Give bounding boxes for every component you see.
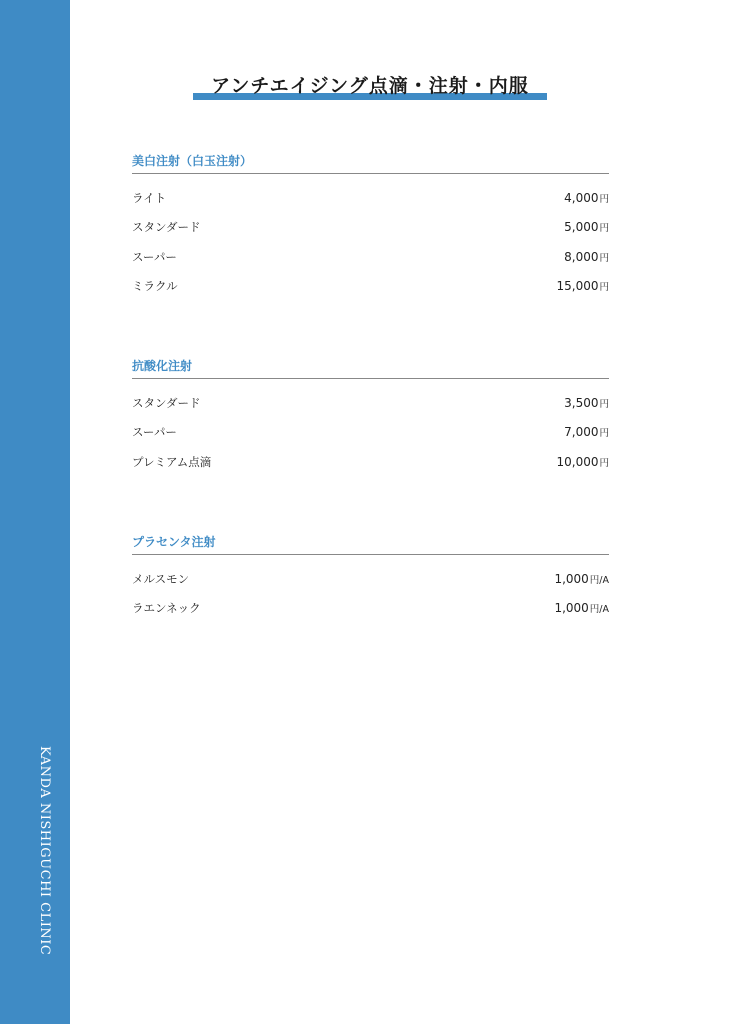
item-price: 4,000円: [564, 190, 609, 205]
price-row: [132, 272, 609, 302]
item-name: スタンダード: [132, 220, 201, 235]
item-price: 3,500円: [564, 395, 609, 410]
section-antioxidant-injection: [132, 357, 609, 477]
item-name: スタンダード: [132, 395, 201, 410]
item-price: 10,000円: [556, 454, 609, 469]
price-row: [132, 594, 609, 624]
item-name: スーパー: [132, 249, 177, 264]
item-price: 1,000円/A: [554, 571, 609, 586]
price-row: [132, 213, 609, 243]
page-title-block: [193, 72, 547, 100]
item-name: ラエンネック: [132, 601, 201, 616]
item-price: 7,000円: [564, 425, 609, 440]
item-price: 5,000円: [564, 220, 609, 235]
price-row: [132, 242, 609, 272]
section-whitening-injection: [132, 152, 609, 301]
clinic-name-vertical: KANDA NISHIGUCHI CLINIC: [37, 746, 52, 956]
item-price: 1,000円/A: [554, 601, 609, 616]
section-heading: プラセンタ注射: [132, 533, 609, 555]
price-row: [132, 388, 609, 418]
item-name: メルスモン: [132, 571, 190, 586]
item-name: ライト: [132, 190, 167, 205]
side-color-band: [0, 0, 70, 1024]
item-name: プレミアム点滴: [132, 454, 212, 469]
section-heading: 抗酸化注射: [132, 357, 609, 379]
page-title: アンチエイジング点滴・注射・内服: [211, 75, 529, 97]
section-heading: 美白注射（白玉注射）: [132, 152, 609, 174]
price-row: [132, 447, 609, 477]
section-placenta-injection: [132, 533, 609, 623]
item-name: スーパー: [132, 425, 177, 440]
item-name: ミラクル: [132, 279, 178, 294]
price-row: [132, 183, 609, 213]
price-row: [132, 418, 609, 448]
item-price: 15,000円: [556, 279, 609, 294]
price-row: [132, 564, 609, 594]
item-price: 8,000円: [564, 249, 609, 264]
